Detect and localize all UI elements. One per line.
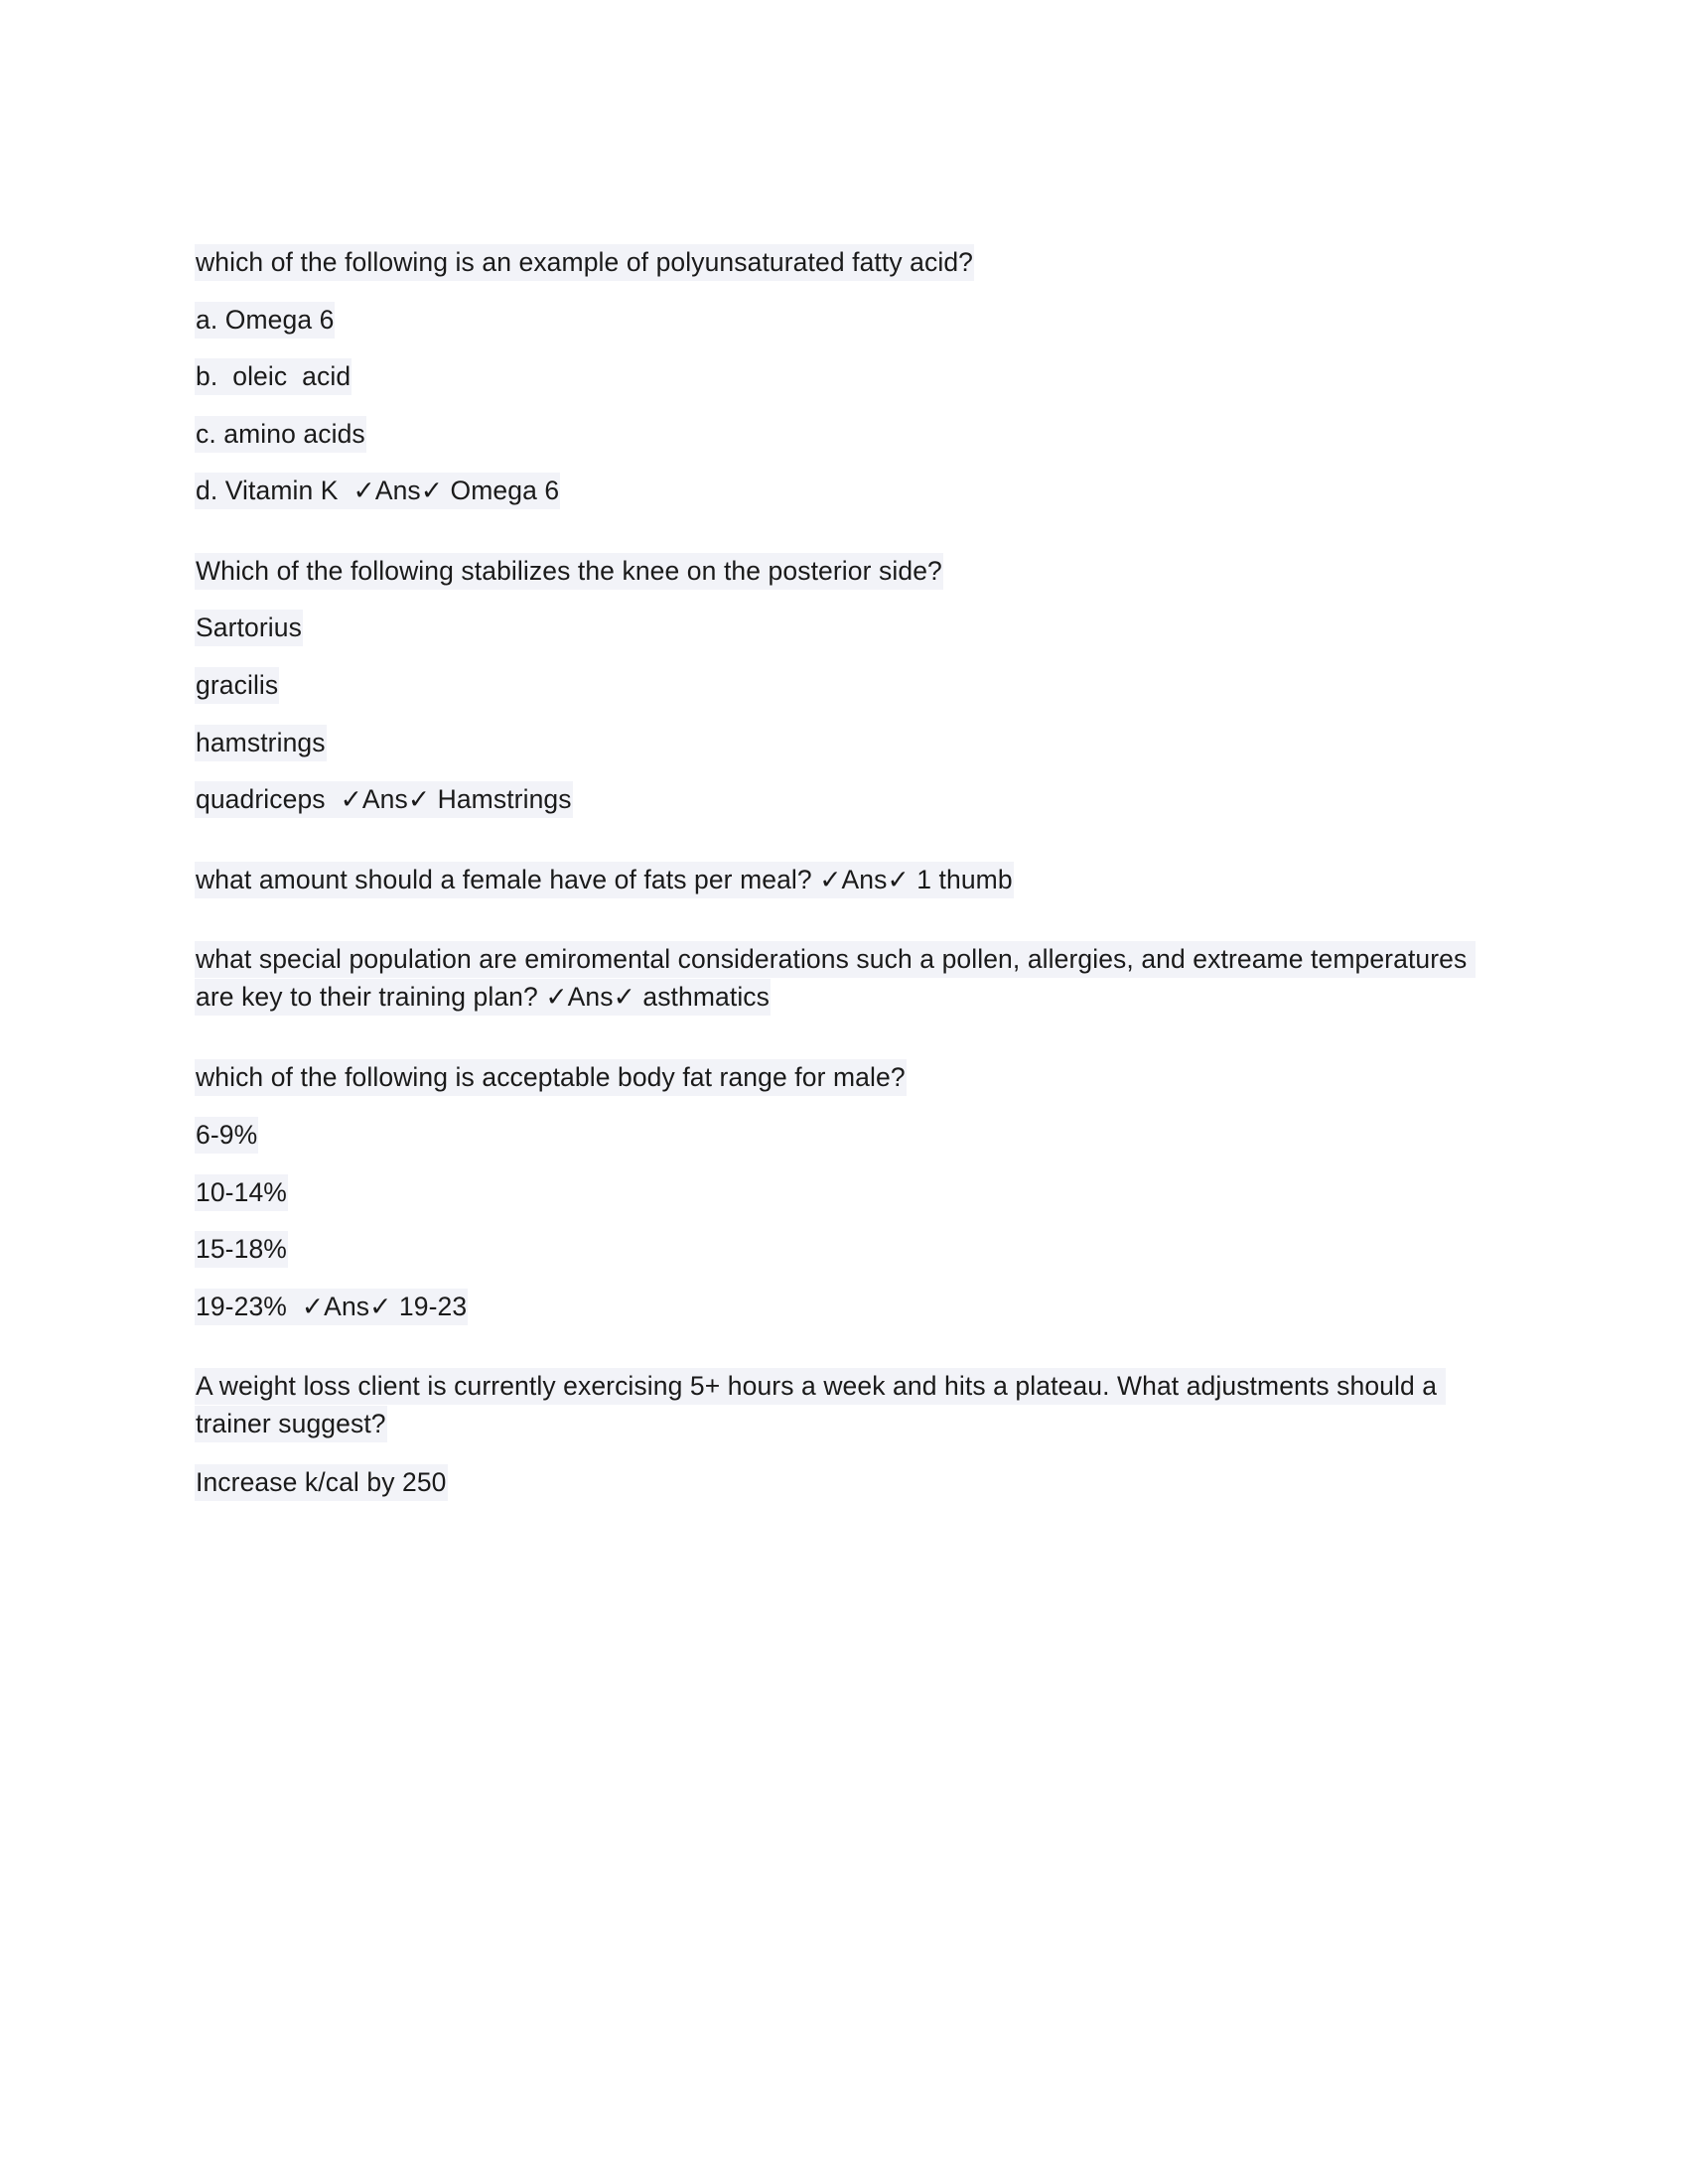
question-block-special-population-environmental <box>195 941 1505 1016</box>
highlighted-run: 10-14% <box>195 1174 288 1211</box>
highlighted-run: Sartorius <box>195 610 303 646</box>
answer-option <box>195 610 1505 646</box>
highlighted-run: 19-23% ✓Ans✓ 19-23 <box>195 1289 468 1325</box>
highlighted-run: quadriceps ✓Ans✓ Hamstrings <box>195 781 573 818</box>
highlighted-run: what amount should a female have of fats per meal? ✓Ans✓ 1 thumb <box>195 862 1014 898</box>
highlighted-run: d. Vitamin K ✓Ans✓ Omega 6 <box>195 473 560 509</box>
question-block-weight-loss-plateau <box>195 1368 1505 1500</box>
highlighted-run: a. Omega 6 <box>195 302 335 339</box>
highlighted-run: gracilis <box>195 667 279 704</box>
answer-option <box>195 1117 1505 1154</box>
answer-option <box>195 1174 1505 1211</box>
answer-option <box>195 1464 1505 1501</box>
question-with-answer-key <box>195 941 1505 1016</box>
question-block-female-fats-per-meal <box>195 862 1505 898</box>
question-block-knee-posterior-stabilizer <box>195 553 1505 818</box>
highlighted-run: c. amino acids <box>195 416 366 453</box>
question-block-polyunsaturated-fatty-acid <box>195 244 1505 509</box>
answer-option <box>195 416 1505 453</box>
answer-option-with-answer-key <box>195 781 1505 818</box>
answer-option <box>195 1231 1505 1268</box>
highlighted-run: hamstrings <box>195 725 327 761</box>
answer-option-with-answer-key <box>195 473 1505 509</box>
highlighted-run: what special population are emiromental considerations such a pollen, allergies, and extreame temperatures are key to their training plan? ✓Ans✓ asthmatics <box>195 941 1476 1016</box>
answer-option <box>195 725 1505 761</box>
highlighted-run: b. oleic acid <box>195 358 352 395</box>
question-block-acceptable-body-fat-male <box>195 1059 1505 1324</box>
highlighted-run: A weight loss client is currently exercising 5+ hours a week and hits a plateau. What adjustments should a trainer suggest? <box>195 1368 1446 1442</box>
highlighted-run: which of the following is acceptable body fat range for male? <box>195 1059 907 1096</box>
question-with-answer-key <box>195 862 1505 898</box>
answer-option-with-answer-key <box>195 1289 1505 1325</box>
highlighted-run: 6-9% <box>195 1117 258 1154</box>
question-text <box>195 244 1505 281</box>
answer-option <box>195 302 1505 339</box>
document-body <box>195 244 1505 1500</box>
answer-option <box>195 667 1505 704</box>
highlighted-run: Which of the following stabilizes the knee on the posterior side? <box>195 553 943 590</box>
answer-option <box>195 358 1505 395</box>
highlighted-run: which of the following is an example of polyunsaturated fatty acid? <box>195 244 974 281</box>
question-text <box>195 1368 1505 1442</box>
question-text <box>195 553 1505 590</box>
highlighted-run: 15-18% <box>195 1231 288 1268</box>
question-text <box>195 1059 1505 1096</box>
highlighted-run: Increase k/cal by 250 <box>195 1464 448 1501</box>
